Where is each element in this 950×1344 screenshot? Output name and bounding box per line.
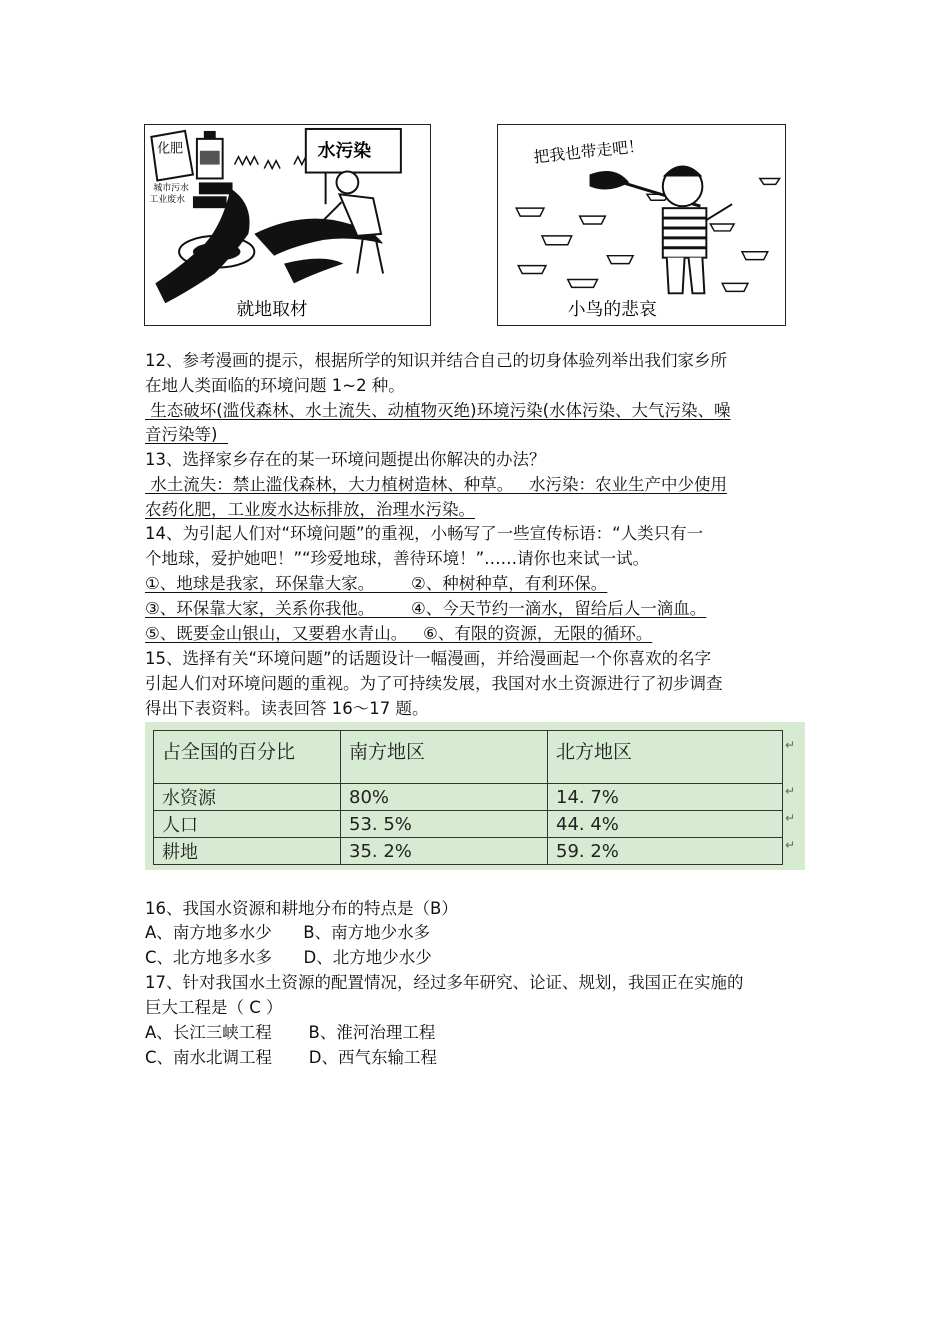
pipe-label-city: 城市污水 (153, 183, 189, 194)
table-cell: 14. 7% (548, 784, 783, 811)
return-mark: ↵ (784, 838, 795, 852)
q13-answer-line2: 农药化肥，工业废水达标排放，治理水污染。 (145, 500, 475, 519)
table-header-row (154, 731, 783, 784)
q14-text-line2: 个地球，爱护她吧！”“珍爱地球，善待环境！”……请你也来试一试。 (145, 549, 650, 568)
resource-table-panel (145, 722, 805, 870)
pipe-label-industry: 工业废水 (149, 195, 186, 206)
table-cell: 53. 5% (341, 811, 548, 838)
q12-answer-line1: 生态破坏(滥伐森林、水土流失、动植物灭绝)环境污染(水体污染、大气污染、噪 (145, 401, 731, 420)
q14-slogan-row1: ①、地球是我家，环保靠大家。 ②、种树种草，有利环保。 (145, 574, 608, 593)
table-cell: 水资源 (154, 784, 341, 811)
table-cell: 44. 4% (548, 811, 783, 838)
tree-stumps (516, 178, 779, 291)
q17-text-line2: 巨大工程是（ C ） (145, 998, 283, 1017)
q14-text-line1: 14、为引起人们对“环境问题”的重视，小畅写了一些宣传标语：“人类只有一 (145, 524, 704, 543)
table-cell: 59. 2% (548, 838, 783, 865)
q13-text: 13、选择家乡存在的某一环境问题提出你解决的办法？ (145, 450, 546, 469)
cartoon-water-pollution (144, 124, 431, 326)
q16-text: 16、我国水资源和耕地分布的特点是（B） (145, 899, 458, 918)
table-header-cell: 占全国的百分比 (154, 731, 341, 784)
table-cell: 35. 2% (341, 838, 548, 865)
q14-slogan-row3: ⑤、既要金山银山，又要碧水青山。 ⑥、有限的资源，无限的循环。 (145, 624, 653, 643)
table-header-cell: 北方地区 (548, 731, 783, 784)
q13-answer-line1: 水土流失：禁止滥伐森林，大力植树造林、种草。 水污染：农业生产中少使用 (145, 475, 727, 494)
cartoon-deforestation (497, 124, 786, 326)
cartoon-caption-1: 就地取材 (236, 299, 308, 321)
q12-text-line2: 在地人类面临的环境问题 1~2 种。 (145, 376, 405, 395)
water-pollution-illustration (145, 125, 430, 325)
q14-slogan-row2: ③、环保靠大家，关系你我他。 ④、今天节约一滴水，留给后人一滴血。 (145, 599, 707, 618)
cartoon-caption-2: 小鸟的悲哀 (567, 299, 657, 321)
sign-text: 水污染 (317, 140, 372, 162)
table-cell: 人口 (154, 811, 341, 838)
fertilizer-bag-icon (151, 131, 193, 181)
return-mark: ↵ (784, 784, 795, 798)
table-header-cell: 南方地区 (341, 731, 548, 784)
q16-options-row2: C、北方地多水多 D、北方地少水少 (145, 948, 432, 967)
q15-line3: 得出下表资料。读表回答 16～17 题。 (145, 699, 429, 718)
pollution-sign (306, 129, 401, 204)
return-mark: ↵ (784, 811, 795, 825)
q12-text-line1: 12、参考漫画的提示，根据所学的知识并结合自己的切身体验列举出我们家乡所 (145, 351, 727, 370)
deforestation-illustration (498, 125, 785, 325)
q17-text-line1: 17、针对我国水土资源的配置情况，经过多年研究、论证、规划，我国正在实施的 (145, 973, 744, 992)
bird-speech: 把我也带走吧！ (532, 136, 645, 167)
return-mark: ↵ (784, 738, 795, 752)
q17-options-row2: C、南水北调工程 D、西气东输工程 (145, 1048, 437, 1067)
bag-label: 化肥 (157, 141, 184, 157)
q15-line2: 引起人们对环境问题的重视。为了可持续发展，我国对水土资源进行了初步调查 (145, 674, 723, 693)
table-cell: 80% (341, 784, 548, 811)
q12-answer-line2: 音污染等) (145, 425, 228, 444)
q16-options-row1: A、南方地多水少 B、南方地少水多 (145, 923, 431, 942)
q17-options-row1: A、长江三峡工程 B、淮河治理工程 (145, 1023, 436, 1042)
table-row (154, 838, 783, 865)
table-row (154, 811, 783, 838)
resource-table (153, 730, 783, 865)
bottle-icon (197, 131, 223, 179)
table-row (154, 784, 783, 811)
q15-line1: 15、选择有关“环境问题”的话题设计一幅漫画，并给漫画起一个你喜欢的名字 (145, 649, 712, 668)
table-cell: 耕地 (154, 838, 341, 865)
